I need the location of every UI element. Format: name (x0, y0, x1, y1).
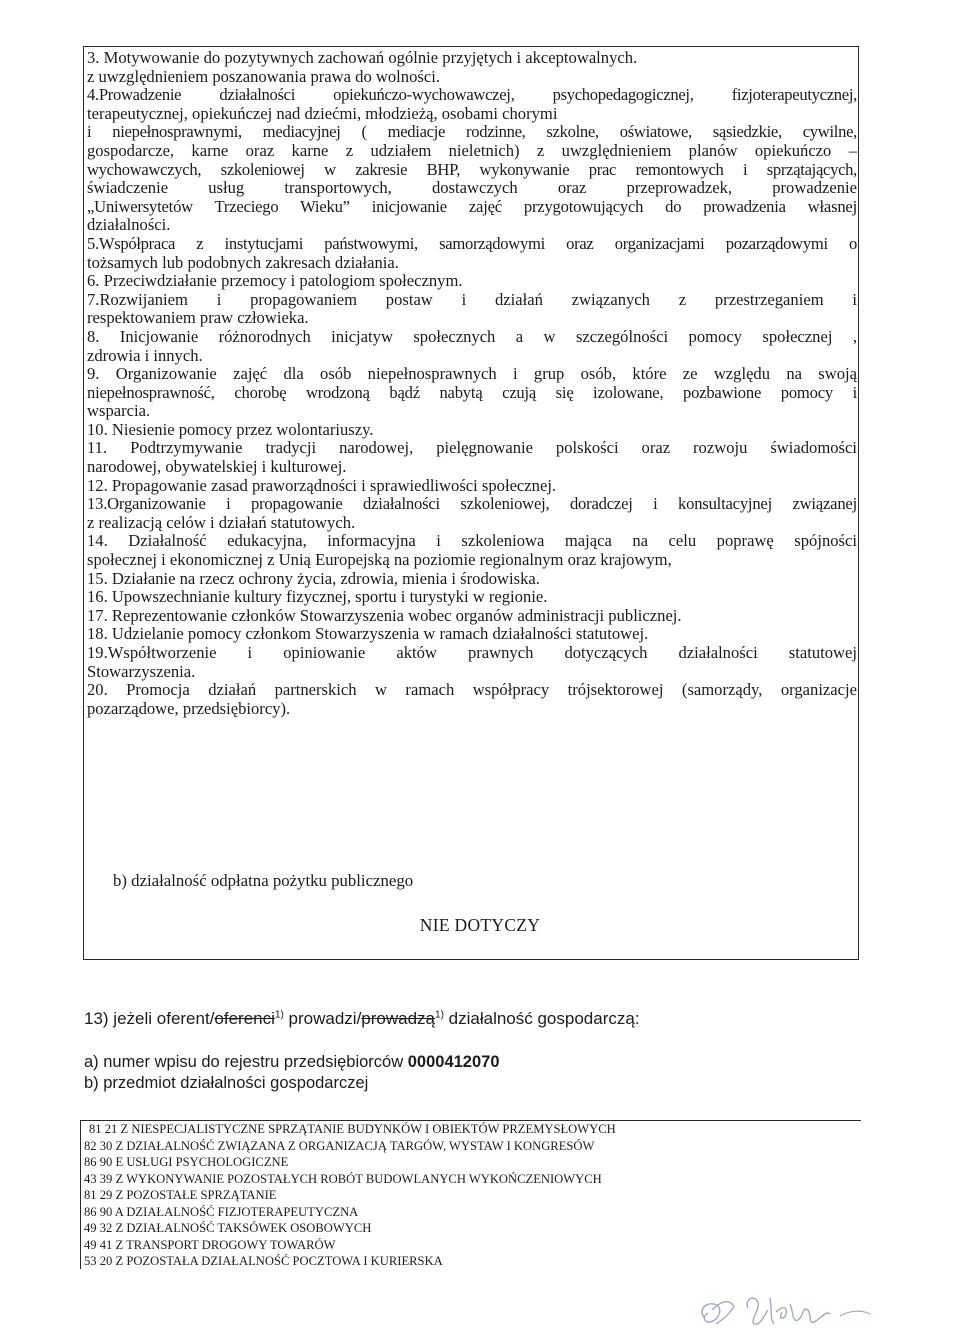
text-line: 15. Działanie na rzecz ochrony życia, zdrowia, mienia i środowiska. (87, 568, 540, 588)
text-line: Stowarzyszenia. (87, 661, 196, 681)
pkd-code-line: 82 30 Z DZIAŁALNOŚĆ ZWIĄZANA Z ORGANIZACJĄ TARGÓW, WYSTAW I KONGRESÓW (84, 1138, 595, 1153)
q13-mid: prowadzi/ (283, 1009, 362, 1028)
text-line: 18. Udzielanie pomocy członkom Stowarzyszenia w ramach działalności statutowej. (87, 624, 649, 644)
text-line: 16. Upowszechnianie kultury fizycznej, sportu i turystyki w regionie. (87, 587, 548, 607)
box-bottom-border (84, 959, 858, 960)
q13-struck-prowadza: prowadzą (361, 1009, 436, 1028)
question-13 (84, 1009, 640, 1029)
text-line: 5.Współpraca z instytucjami państwowymi, samorządowymi oraz organizacjami pozarządowymi o (87, 233, 857, 253)
text-line: działalności. (87, 215, 171, 235)
pkd-code-line: 86 90 A DZIAŁALNOŚĆ FIZJOTERAPEUTYCZNA (84, 1204, 359, 1219)
box-top-border (84, 46, 858, 47)
text-line: narodowej, obywatelskiej i kulturowej. (87, 457, 347, 477)
text-line: społecznej i ekonomicznej z Unią Europejską na poziomie regionalnym oraz krajowym, (87, 550, 672, 570)
registry-number-row (84, 1053, 500, 1072)
pkd-codes-box (80, 1120, 861, 1269)
text-line: 14. Działalność edukacyjna, informacyjna i szkoleniowa mająca na celu poprawę spójności (87, 531, 857, 551)
text-line: wsparcia. (87, 401, 151, 421)
handwritten-signature (690, 1280, 930, 1335)
pkd-code-line: 49 32 Z DZIAŁALNOŚĆ TAKSÓWEK OSOBOWYCH (84, 1221, 372, 1235)
text-line: 12. Propagowanie zasad praworządności i sprawiedliwości społecznej. (87, 475, 557, 495)
text-line: wychowawczych, szkoleniowej w zakresie BHP, wykonywanie prac remontowych i sprzątających, (87, 159, 857, 179)
text-line: 3. Motywowanie do pozytywnych zachowań ogólnie przyjętych i akceptowalnych. (87, 48, 638, 67)
registry-number-value: 0000412070 (407, 1053, 500, 1071)
text-line: respektowaniem praw człowieka. (87, 308, 309, 328)
text-line: i niepełnosprawnymi, mediacyjnej ( mediacje rodzinne, szkolne, oświatowe, sąsiedzkie, cywilne, (87, 122, 857, 142)
text-line: 10. Niesienie pomocy przez wolontariuszy. (87, 419, 374, 439)
text-line: 13.Organizowanie i propagowanie działalności szkoleniowej, doradczej i konsultacyjnej związanej (87, 494, 857, 514)
not-applicable-label: NIE DOTYCZY (419, 915, 541, 935)
pkd-code-line: 86 90 E USŁUGI PSYCHOLOGICZNE (84, 1155, 289, 1169)
pkd-code-line: 49 41 Z TRANSPORT DROGOWY TOWARÓW (84, 1237, 336, 1252)
text-line: 6. Przeciwdziałanie przemocy i patologiom społecznym. (87, 271, 463, 291)
q13-kept-oferent: oferent/ (156, 1009, 215, 1028)
text-line: 11. Podtrzymywanie tradycji narodowej, pielęgnowanie polskości oraz rozwoju świadomości (87, 438, 857, 458)
pkd-code-line: 81 21 Z NIESPECJALISTYCZNE SPRZĄTANIE BUDYNKÓW I OBIEKTÓW PRZEMYSŁOWYCH (89, 1122, 616, 1136)
text-line: 17. Reprezentowanie członków Stowarzyszenia wobec organów administracji publicznej. (87, 605, 682, 625)
registry-number-label: a) numer wpisu do rejestru przedsiębiorców (84, 1053, 408, 1071)
text-line: świadczenie usług transportowych, dostawczych oraz przeprowadzek, prowadzenie (87, 178, 857, 198)
q13-prefix: 13) jeżeli (84, 1009, 157, 1028)
text-line: 19.Współtworzenie i opiniowanie aktów prawnych dotyczących działalności statutowej (87, 643, 857, 662)
pkd-code-line: 81 29 Z POZOSTAŁE SPRZĄTANIE (84, 1188, 277, 1202)
text-line: 9. Organizowanie zajęć dla osób niepełnosprawnych i grup osób, które ze względu na swoją (87, 364, 857, 384)
text-line: 20. Promocja działań partnerskich w ramach współpracy trójsektorowej (samorządy, organizacje (87, 680, 857, 700)
q13-footnote-1: 1) (274, 1009, 284, 1021)
text-line: z realizacją celów i działań statutowych. (87, 512, 356, 532)
text-line: tożsamych lub podobnych zakresach działania. (87, 252, 399, 272)
text-line: gospodarcze, karne oraz karne z udziałem nieletnich) z uwzględnieniem planów opiekuńczo – (87, 140, 857, 160)
paid-activity-heading: b) działalność odpłatna pożytku publicznego (113, 871, 414, 890)
q13-footnote-2: 1) (435, 1009, 444, 1021)
pkd-code-line: 43 39 Z WYKONYWANIE POZOSTAŁYCH ROBÓT BUDOWLANYCH WYKOŃCZENIOWYCH (84, 1171, 602, 1186)
text-line: zdrowia i innych. (87, 345, 203, 365)
text-line: niepełnosprawność, chorobę wrodzoną bądź nabytą czują się izolowane, pozbawione pomocy i (87, 382, 857, 402)
text-line: „Uniwersytetów Trzeciego Wieku” inicjowanie zajęć przygotowujących do prowadzenia własnej (87, 196, 857, 216)
objectives-text (87, 49, 857, 718)
text-line: z uwzględnieniem poszanowania prawa do wolności. (87, 66, 440, 86)
text-line: 7.Rozwijaniem i propagowaniem postaw i działań związanych z przestrzeganiem i (87, 289, 857, 309)
text-line: pozarządowe, przedsiębiorcy). (87, 698, 291, 718)
text-line: terapeutycznej, opiekuńczej nad dziećmi, młodzieżą, osobami chorymi (87, 103, 558, 123)
q13-struck-oferenci: oferenci (214, 1009, 275, 1028)
text-line: 4.Prowadzenie działalności opiekuńczo-wychowawczej, psychopedagogicznej, fizjoterapeutycznej, (87, 85, 857, 105)
text-line: 8. Inicjowanie różnorodnych inicjatyw społecznych a w szczególności pomocy społecznej , (87, 326, 857, 346)
business-subject-label: b) przedmiot działalności gospodarczej (84, 1074, 369, 1092)
q13-suffix: działalność gospodarczą: (443, 1009, 640, 1028)
pkd-code-line: 53 20 Z POZOSTAŁA DZIAŁALNOŚĆ POCZTOWA I KURIERSKA (84, 1254, 443, 1268)
